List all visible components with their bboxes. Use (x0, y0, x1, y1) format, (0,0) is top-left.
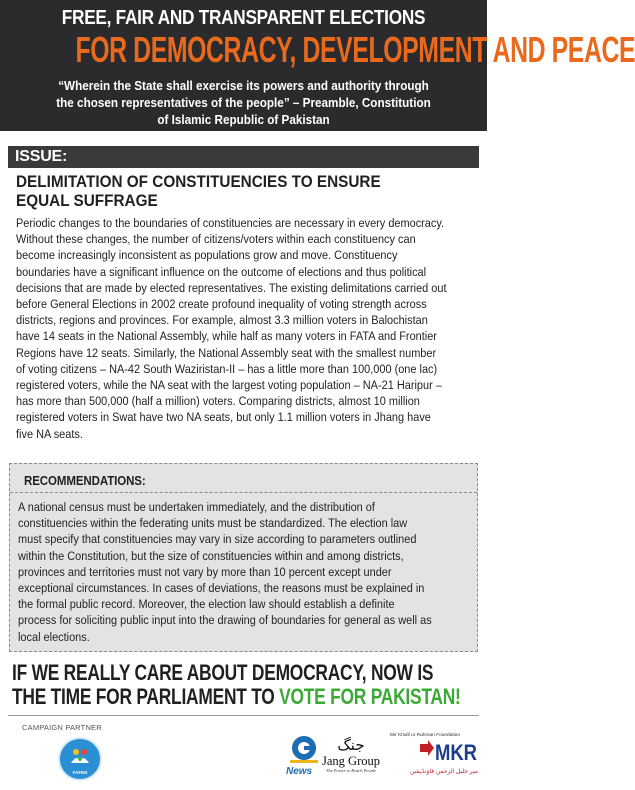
people-icon (70, 747, 90, 769)
body-line: registered voters, while the NA seat with the largest voting population – NA-21 Haripur – (16, 378, 442, 393)
body-line: before General Elections in 2002 create profound inequality of voting strength across (16, 297, 427, 312)
rec-line: constituencies within the federating units must be standardized. The election law (18, 516, 408, 531)
call-to-action (12, 661, 482, 709)
jang-tagline: The Power to Reach People (325, 768, 377, 773)
body-line: districts, regions and provinces. For example, almost 3.3 million voters in Balochistan (16, 313, 428, 328)
issue-body (16, 215, 480, 442)
jang-group-name: Jang Group (322, 754, 380, 768)
body-line: of voting citizens – NA-42 South Waziristan-II – has a little more than 100,000 (one lac) (16, 361, 438, 376)
footer-divider (8, 715, 479, 716)
constitution-quote (20, 77, 467, 128)
quote-line: the chosen representatives of the people” – Preamble, Constitution (56, 95, 431, 110)
cta-line-2 (12, 684, 461, 709)
cta-highlight: VOTE FOR PAKISTAN! (279, 684, 461, 709)
body-line: become increasingly inconsistent as populations grow and move. Constituency (16, 248, 398, 263)
issue-title (16, 172, 476, 210)
geo-news-text: News (286, 766, 313, 777)
body-line: decisions that are made by elected representatives. The existing delimitations carried out (16, 280, 447, 295)
fafen-logo (58, 737, 102, 781)
quote-line: of Islamic Republic of Pakistan (157, 112, 330, 127)
recommendations-label: RECOMMENDATIONS: (24, 474, 146, 488)
rec-line: the formal public record. Moreover, the election law should establish a definite (18, 597, 395, 612)
body-line: have 14 seats in the National Assembly, while half as many voters in FATA and Frontier (16, 329, 437, 344)
mkr-logo-text: MKR (435, 740, 478, 765)
body-line: Regions have 12 seats. Similarly, the National Assembly seat with the smallest number (16, 345, 437, 360)
recommendations-box (9, 463, 478, 652)
rec-line: must specify that constituencies may vary in size according to parameters outlined (18, 532, 417, 547)
rec-line: A national census must be undertaken immediately, and the distribution of (18, 500, 375, 514)
mkr-logo (420, 738, 478, 764)
cta-line-2-prefix: THE TIME FOR PARLIAMENT TO (12, 684, 280, 709)
body-line: boundaries have a significant influence on the outcome of elections and thus political (16, 264, 427, 279)
body-line: Without these changes, the number of citizens/voters within each constituency can (16, 232, 416, 247)
rec-line: exceptional circumstances. In cases of deviations, the reasons must be explained in (18, 581, 425, 596)
rec-line: local elections. (18, 629, 90, 644)
mkr-foundation-name: Mir Khalil ur Rahman Foundation (390, 733, 461, 738)
mkr-urdu-name: میر خلیل الرحمن فاؤنڈیشن (410, 769, 478, 775)
issue-label: ISSUE: (15, 148, 68, 165)
rec-line: within the Constitution, but the size of constituencies within and among districts, (18, 548, 404, 563)
header-title: FREE, FAIR AND TRANSPARENT ELECTIONS (61, 7, 426, 29)
recommendations-divider (10, 492, 477, 493)
body-line: five NA seats. (16, 426, 83, 441)
body-line: registered voters in Swat have two NA seats, but only 1.1 million voters in Jhang have (16, 410, 431, 425)
quote-line: “Wherein the State shall exercise its powers and authority through (58, 78, 429, 93)
issue-title-line: DELIMITATION OF CONSTITUENCIES TO ENSURE (16, 172, 381, 191)
rec-line: provinces and territories must not vary by more than 10 percent except under (18, 564, 392, 579)
header-slogan: FOR DEMOCRACY, DEVELOPMENT AND PEACE (75, 29, 635, 70)
issue-bar (8, 146, 479, 168)
jang-group-logo (322, 736, 380, 784)
fafen-text: FAFEN (72, 770, 88, 775)
issue-title-line: EQUAL SUFFRAGE (16, 191, 158, 210)
body-line: has more than 500,000 (half a million) voters. Comparing districts, almost 10 million (16, 394, 420, 409)
body-line: Periodic changes to the boundaries of constituencies are necessary in every democracy. (16, 216, 445, 230)
cta-line-1: IF WE REALLY CARE ABOUT DEMOCRACY, NOW IS (12, 660, 434, 685)
jang-urdu-wordmark: جنگ (337, 736, 365, 754)
rec-line: process for soliciting public input into the drawing of boundaries for general as well as (18, 613, 432, 628)
recommendations-body (18, 499, 470, 645)
campaign-partner-label: CAMPAIGN PARTNER (22, 723, 102, 732)
header-band (0, 0, 635, 131)
